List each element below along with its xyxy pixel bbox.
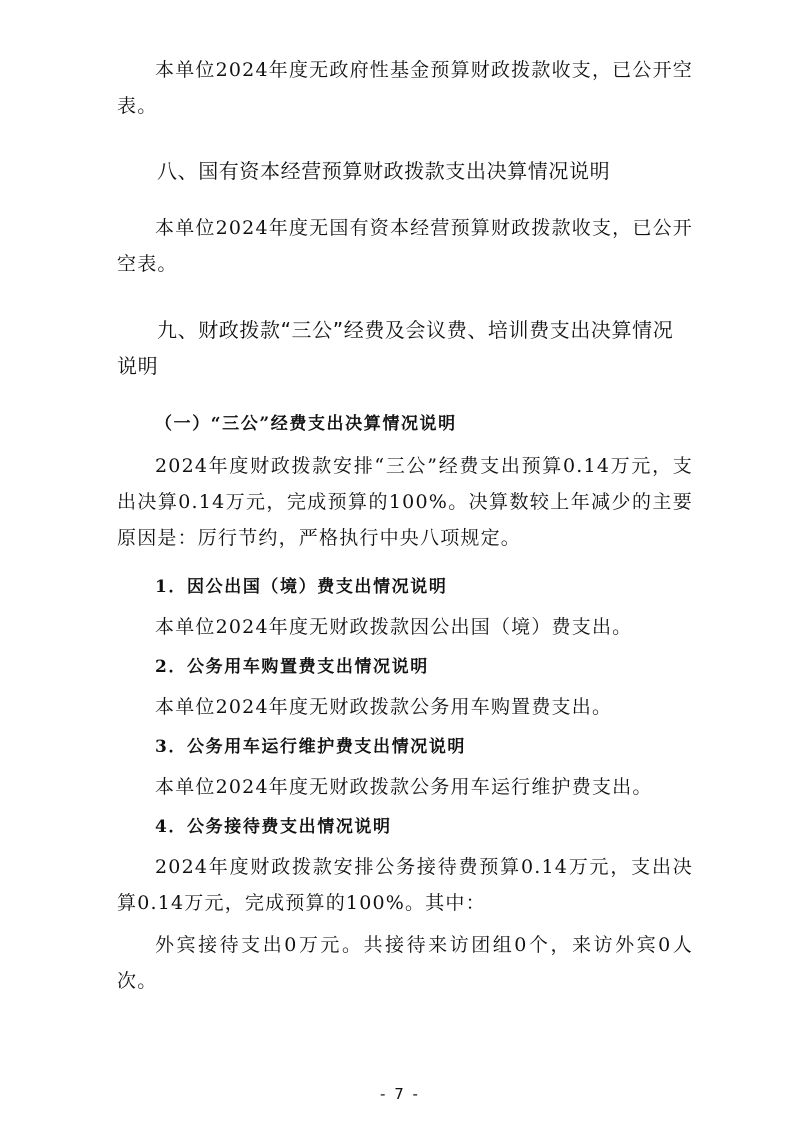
item-heading-1: 1．因公出国（境）费支出情况说明 [155, 577, 448, 597]
item-heading-4: 4．公务接待费支出情况说明 [155, 817, 392, 837]
paragraph-three-public-expenses: 2024年度财政拨款安排“三公”经费支出预算0.14万元，支出决算0.14万元，完成预算的100%。决算数较上年减少的主要原因是：厉行节约，严格执行中央八项规定。 [117, 455, 693, 549]
section-heading-9: 九、财政拨款“三公”经费及会议费、培训费支出决算情况说明 [117, 318, 674, 378]
page-number: - 7 - [380, 1085, 420, 1103]
item-heading-2: 2．公务用车购置费支出情况说明 [155, 657, 429, 677]
paragraph-government-fund: 本单位2024年度无政府性基金预算财政拨款收支，已公开空表。 [117, 59, 693, 117]
paragraph-item-4: 2024年度财政拨款安排公务接待费预算0.14万元，支出决算0.14万元，完成预算的100%。其中： [117, 856, 693, 914]
paragraph-item-3: 本单位2024年度无财政拨款公务用车运行维护费支出。 [155, 776, 653, 798]
section-heading-8: 八、国有资本经营预算财政拨款支出决算情况说明 [157, 159, 611, 183]
paragraph-item-4-detail: 外宾接待支出0万元。共接待来访团组0个，来访外宾0人次。 [117, 934, 693, 992]
subsection-heading-1: （一）“三公”经费支出决算情况说明 [155, 414, 457, 434]
paragraph-item-2: 本单位2024年度无财政拨款公务用车购置费支出。 [155, 696, 613, 718]
paragraph-section-8: 本单位2024年度无国有资本经营预算财政拨款收支，已公开空表。 [117, 217, 693, 275]
paragraph-item-1: 本单位2024年度无财政拨款因公出国（境）费支出。 [155, 616, 633, 638]
item-heading-3: 3．公务用车运行维护费支出情况说明 [155, 737, 467, 757]
